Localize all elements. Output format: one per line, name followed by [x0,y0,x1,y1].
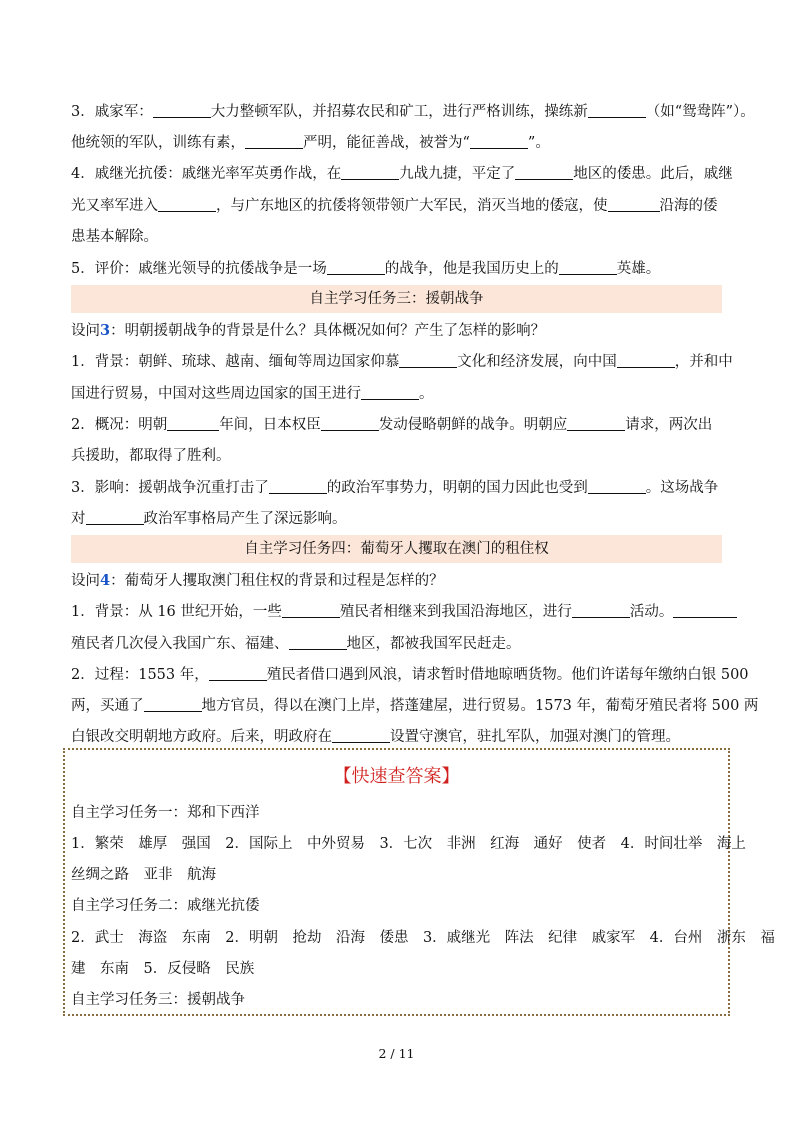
text: 地区的倭患。此后，戚继 [573,166,733,182]
text: 政治军事格局产生了深远影响。 [143,511,347,527]
text: ，并和中 [674,354,733,370]
text: 患基本解除。 [71,229,158,245]
s3-item3-line1 [71,478,726,498]
text: 的政治军事势力，明朝的国力因此也受到 [326,480,588,496]
blank [245,134,303,149]
s3-item2-line1 [71,415,726,435]
page-number: 2 / 11 [378,1046,415,1061]
blank [282,603,340,618]
text: 殖民者几次侵入我国广东、福建、 [71,636,289,652]
text: 。 [419,386,434,402]
section3-band: 自主学习任务三：援朝战争 [71,285,722,313]
text: ：明朝援朝战争的背景是什么？具体概况如何？产生了怎样的影响？ [110,323,546,339]
blank [399,353,457,368]
text: 请求，两次出 [625,417,713,433]
blank [86,510,144,525]
text: 他统领的军队，训练有素， [71,135,245,151]
text: 白银改交明朝地方政府。后来，明政府在 [71,729,332,745]
blank [144,697,202,712]
text: 2．概况：明朝 [71,417,168,433]
text: 文化和经济发展，向中国 [457,354,617,370]
blank [153,103,211,118]
blank [608,197,660,212]
text: 发动侵略朝鲜的战争。明朝应 [378,417,568,433]
text: 英雄。 [616,261,661,277]
text: 5．评价：戚继光领导的抗倭战争是一场 [71,261,327,277]
blank [588,479,646,494]
s4-item2-line1 [71,665,749,685]
blank [158,197,216,212]
text: ，与广东地区的抗倭将领带领广大军民，消灭当地的倭寇，使 [216,198,608,214]
text: 两，买通了 [71,698,144,714]
text: 年间，日本权臣 [219,417,321,433]
text: 3．影响：援朝战争沉重打击了 [71,480,269,496]
text: 大力整顿军队，并招募农民和矿工，进行严格训练，操练新 [210,104,588,120]
s2-item3-line2 [71,133,726,153]
s3-item1-line1 [71,352,733,372]
s3-item2-line2 [71,446,726,466]
s3-question [71,321,726,341]
question-number: 4 [100,572,111,589]
blank [332,728,390,743]
text: 殖民者借口遇到风浪，请求暂时借地晾晒货物。他们许诺每年缴纳白银 500 [266,667,749,683]
answer-task2-title: 自主学习任务二：戚继光抗倭 [71,898,260,914]
blank [209,666,267,681]
s4-item2-line3 [71,727,726,747]
blank [470,134,528,149]
blank [588,103,646,118]
text: ：葡萄牙人攫取澳门租住权的背景和过程是怎样的？ [110,573,444,589]
s4-question [71,571,726,591]
s4-item1-line1 [71,602,726,622]
blank [617,353,675,368]
text: 1．背景：从 16 世纪开始，一些 [71,604,282,620]
text: 4．戚继光抗倭：戚继光率军英勇作战，在 [71,166,342,182]
blank [327,260,385,275]
blank [515,165,573,180]
answer-task2-line1: 2．武士 海盗 东南 2．明朝 抢劫 沿海 倭患 3．戚继光 阵法 纪律 戚家军 4．台州 浙东 福 [71,930,775,946]
text: 活动。 [629,604,674,620]
blank [167,416,219,431]
text: 地方官员，得以在澳门上岸，搭蓬建屋，进行贸易。1573 年，葡萄牙殖民者将 500 两 [201,698,759,714]
text: 地区，都被我国军民赶走。 [346,636,521,652]
text: 严明，能征善战，被誉为“ [303,135,470,151]
text: 国进行贸易，中国对这些周边国家的国王进行 [71,386,361,402]
blank [361,385,419,400]
s2-item4-line3 [71,227,726,247]
s2-item3-line1 [71,102,755,122]
answer-task1-line2: 丝绸之路 亚非 航海 [71,867,216,883]
text: （如“鸳鸯阵”）。 [645,104,755,120]
text: 对 [71,511,86,527]
blank [673,603,737,618]
blank [572,603,630,618]
blank [341,165,399,180]
blank [321,416,379,431]
text: 1．背景：朝鲜、琉球、越南、缅甸等周边国家仰慕 [71,354,400,370]
s3-item3-line2 [71,509,726,529]
s2-item5 [71,259,726,279]
answer-title: 【快速查答案】 [333,766,460,787]
text: 沿海的倭 [659,198,718,214]
answer-task1-title: 自主学习任务一：郑和下西洋 [71,805,260,821]
blank [289,635,347,650]
text: 的战争，他是我国历史上的 [384,261,559,277]
blank [559,260,617,275]
text: 3．戚家军： [71,104,153,120]
blank [567,416,625,431]
s3-item1-line2 [71,384,726,404]
s2-item4-line2 [71,196,726,216]
text: 2．过程：1553 年， [71,667,209,683]
s4-item2-line2 [71,696,759,716]
text: 兵援助，都取得了胜利。 [71,448,231,464]
answer-task2-line2: 建 东南 5．反侵略 民族 [71,961,255,977]
question-number: 3 [100,322,111,339]
text: 设置守澳官，驻扎军队，加强对澳门的管理。 [390,729,680,745]
text: 光又率军进入 [71,198,158,214]
text: ”。 [527,135,550,151]
s2-item4-line1 [71,164,733,184]
text: 设问 [71,323,100,339]
text: 设问 [71,573,100,589]
section4-band: 自主学习任务四：葡萄牙人攫取在澳门的租住权 [71,535,722,563]
text: 殖民者相继来到我国沿海地区，进行 [339,604,572,620]
text: 。这场战争 [645,480,719,496]
text: 九战九捷，平定了 [399,166,516,182]
answer-task3-title: 自主学习任务三：援朝战争 [71,992,245,1008]
s4-item1-line2 [71,634,726,654]
answer-task1-line1: 1．繁荣 雄厚 强国 2．国际上 中外贸易 3．七次 非洲 红海 通好 使者 4．时间壮举 海上 [71,836,746,852]
blank [269,479,327,494]
